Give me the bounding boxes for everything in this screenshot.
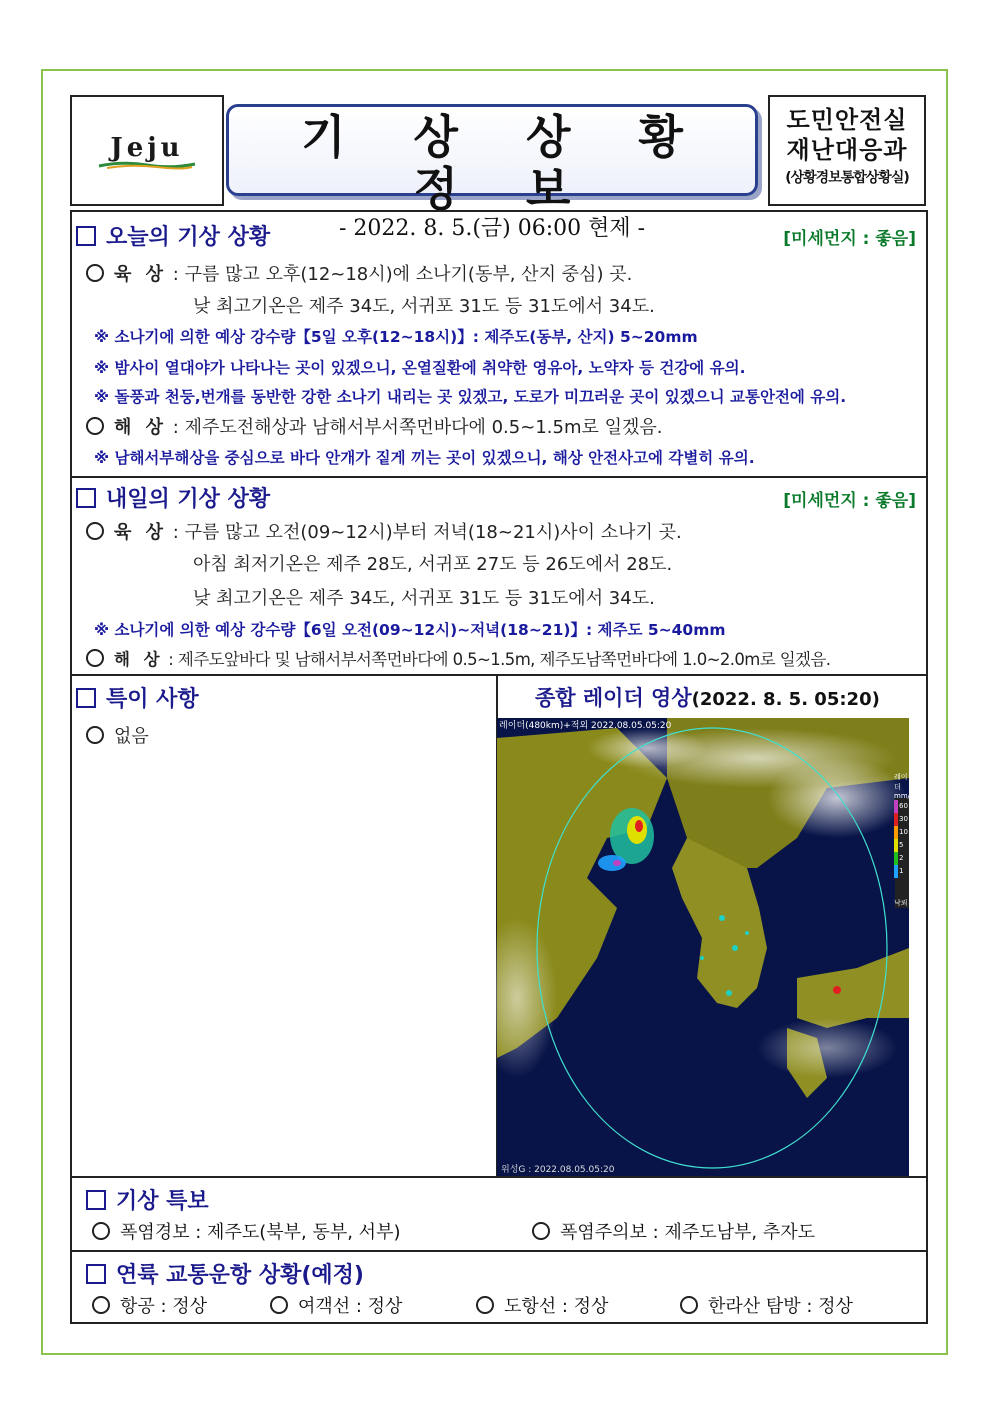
tomorrow-sea-line [86, 646, 830, 670]
circle-bullet-icon [680, 1296, 698, 1314]
checkbox-icon [86, 1190, 106, 1210]
circle-bullet-icon [92, 1222, 110, 1240]
traffic-item-hallasan [680, 1292, 853, 1318]
legend-item: 2 [894, 852, 909, 865]
logo-text: Jeju [110, 132, 184, 163]
today-sea-line [86, 413, 662, 439]
circle-bullet-icon [92, 1296, 110, 1314]
traffic-item-island-ferry [476, 1292, 608, 1318]
warnings-heading-text: 기상 특보 [116, 1189, 209, 1214]
today-heading [76, 220, 270, 251]
today-rain-note: ※ 소나기에 의한 예상 강수량【5일 오후(12~18시)】: 제주도(동부, 산지) 5~20mm [94, 328, 698, 346]
special-item [86, 722, 149, 748]
today-sea-label: 해 상 [114, 417, 168, 438]
warning-item-2-text: 폭염주의보 : 제주도남부, 추자도 [560, 1222, 815, 1243]
today-dust-status: [미세먼지 : 좋음] [783, 229, 916, 249]
logo-box [70, 95, 224, 206]
dept-name: 도민안전실 [786, 106, 908, 134]
legend-lightning: 낙뢰 [894, 899, 908, 907]
tomorrow-high-temp: 낮 최고기온은 제주 34도, 서귀포 31도 등 31도에서 34도. [193, 588, 655, 609]
divider [72, 1176, 926, 1178]
checkbox-icon [76, 488, 96, 508]
traffic-hallasan-text: 한라산 탐방 : 정상 [708, 1296, 853, 1317]
office-name: (상황경보통합상황실) [785, 170, 909, 186]
traffic-island-ferry-text: 도항선 : 정상 [504, 1296, 609, 1317]
department-box [768, 95, 926, 206]
tomorrow-rain-note: ※ 소나기에 의한 예상 강수량【6일 오전(09~12시)~저녁(18~21)】: 제주도 5~40mm [94, 621, 726, 639]
tomorrow-land-line [86, 518, 682, 544]
special-item-text: 없음 [114, 726, 149, 747]
warnings-heading [86, 1184, 209, 1215]
traffic-heading [86, 1258, 364, 1289]
today-heat-note: ※ 밤사이 열대야가 나타나는 곳이 있겠으니, 온열질환에 취약한 영유아, 노약자 등 건강에 유의. [94, 359, 746, 377]
tomorrow-heading [76, 482, 270, 513]
circle-bullet-icon [86, 726, 104, 744]
radar-image [497, 718, 915, 1178]
legend-item: 60 [894, 800, 909, 813]
legend-item: 1 [894, 865, 909, 878]
today-sea-text: : 제주도전해상과 남해서부서쪽먼바다에 0.5~1.5m로 일겠음. [172, 417, 663, 438]
page-title: 기 상 상 황 정 보 [301, 110, 709, 216]
today-land-label: 육 상 [114, 264, 168, 285]
warning-item-1 [92, 1218, 400, 1244]
special-heading-text: 특이 사항 [106, 687, 199, 712]
tomorrow-dust-status: [미세먼지 : 좋음] [783, 491, 916, 511]
circle-bullet-icon [86, 264, 104, 282]
legend-item: 10 [894, 826, 909, 839]
legend-item: 5 [894, 839, 909, 852]
today-land-line [86, 260, 632, 286]
today-traffic-note: ※ 돌풍과 천둥,번개를 동반한 강한 소나기 내리는 곳 있겠고, 도로가 미끄러운 곳이 있겠으니 교통안전에 유의. [94, 388, 847, 406]
content-table [70, 210, 928, 1324]
circle-bullet-icon [476, 1296, 494, 1314]
circle-bullet-icon [86, 522, 104, 540]
checkbox-icon [76, 688, 96, 708]
radar-image-footer: 위성G : 2022.08.05.05:20 [501, 1165, 615, 1175]
checkbox-icon [86, 1264, 106, 1284]
report-datetime: - 2022. 8. 5.(금) 06:00 현제 - [338, 216, 646, 241]
legend-unit: mm/h [894, 792, 915, 800]
logo-wave-icon [97, 161, 197, 169]
tomorrow-sea-label: 해 상 [114, 650, 164, 669]
circle-bullet-icon [86, 417, 104, 435]
tomorrow-heading-text: 내일의 기상 상황 [106, 487, 271, 512]
divider [72, 476, 926, 478]
traffic-heading-text: 연륙 교통운항 상황(예정) [116, 1263, 364, 1288]
checkbox-icon [76, 226, 96, 246]
circle-bullet-icon [532, 1222, 550, 1240]
radar-legend [894, 772, 915, 908]
today-heading-text: 오늘의 기상 상황 [106, 225, 271, 250]
legend-items [894, 800, 909, 878]
legend-item: 30 [894, 813, 909, 826]
traffic-ferry-text: 여객선 : 정상 [298, 1296, 403, 1317]
division-name: 재난대응과 [786, 136, 908, 164]
today-fog-note: ※ 남해서부해상을 중심으로 바다 안개가 짙게 끼는 곳이 있겠으니, 해상 안전사고에 각별히 유의. [94, 449, 755, 467]
today-high-temp: 낮 최고기온은 제주 34도, 서귀포 31도 등 31도에서 34도. [193, 296, 655, 317]
traffic-item-air [92, 1292, 207, 1318]
tomorrow-land-text: : 구름 많고 오전(09~12시)부터 저녁(18~21시)사이 소나기 곳. [172, 522, 682, 543]
circle-bullet-icon [270, 1296, 288, 1314]
divider [72, 674, 926, 676]
warning-item-2 [532, 1218, 815, 1244]
today-land-text: : 구름 많고 오후(12~18시)에 소나기(동부, 산지 중심) 곳. [172, 264, 633, 285]
traffic-item-ferry [270, 1292, 402, 1318]
radar-image-label: 레이더(480km)+적외 2022.08.05.05:20 [499, 721, 672, 731]
radar-time: (2022. 8. 5. 05:20) [691, 689, 880, 710]
radar-title-text: 종합 레이더 영상 [535, 686, 692, 710]
jeju-logo [97, 133, 197, 169]
legend-title: 레이더 [894, 773, 908, 791]
tomorrow-low-temp: 아침 최저기온은 제주 28도, 서귀포 27도 등 26도에서 28도. [193, 554, 673, 575]
tomorrow-sea-text: : 제주도앞바다 및 남해서부서쪽먼바다에 0.5~1.5m, 제주도남쪽먼바다에 1.0~2.0m로 일겠음. [168, 650, 831, 669]
radar-map-graphic [497, 718, 915, 1178]
title-banner [226, 104, 758, 241]
traffic-air-text: 항공 : 정상 [120, 1296, 208, 1317]
warning-item-1-text: 폭염경보 : 제주도(북부, 동부, 서부) [120, 1222, 401, 1243]
radar-title [535, 682, 880, 712]
circle-bullet-icon [86, 649, 104, 667]
tomorrow-land-label: 육 상 [114, 522, 168, 543]
special-heading [76, 682, 199, 713]
divider [72, 1250, 926, 1252]
